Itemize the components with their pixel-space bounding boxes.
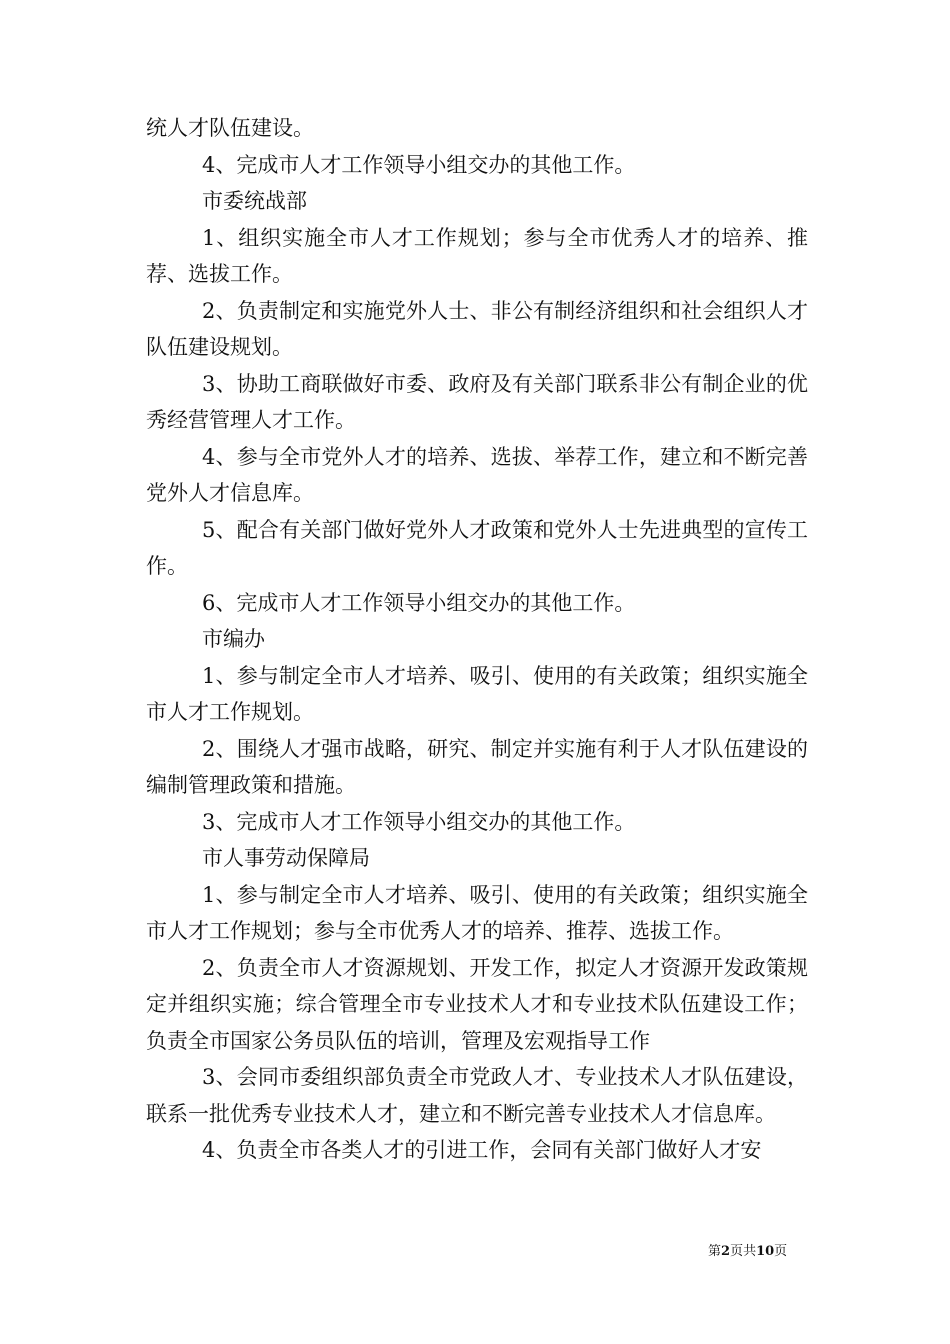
paragraph: 1、参与制定全市人才培养、吸引、使用的有关政策；组织实施全市人才工作规划；参与全市优秀人才的培养、推荐、选拔工作。 [146,882,808,943]
paragraph: 4、负责全市各类人才的引进工作，会同有关部门做好人才安 [202,1138,762,1162]
paragraph: 3、完成市人才工作领导小组交办的其他工作。 [202,809,636,834]
section-heading: 市编办 [202,627,265,651]
paragraph: 6、完成市人才工作领导小组交办的其他工作。 [202,590,636,615]
footer-prefix: 第 [708,1244,722,1259]
footer-suffix: 页 [774,1244,788,1259]
paragraph: 2、负责全市人才资源规划、开发工作，拟定人才资源开发政策规定并组织实施；综合管理全市专业技术人才和专业技术队伍建设工作；负责全市国家公务员队伍的培训，管理及宏观指导工作 [146,955,808,1053]
paragraph: 2、围绕人才强市战略，研究、制定并实施有利于人才队伍建设的编制管理政策和措施。 [146,736,808,797]
paragraph: 4、完成市人才工作领导小组交办的其他工作。 [202,152,636,177]
paragraph: 统人才队伍建设。 [146,116,314,140]
total-pages-number: 10 [756,1244,775,1259]
paragraph: 3、协助工商联做好市委、政府及有关部门联系非公有制企业的优秀经营管理人才工作。 [146,371,808,432]
paragraph: 1、参与制定全市人才培养、吸引、使用的有关政策；组织实施全市人才工作规划。 [146,663,808,724]
document-body [146,110,808,1169]
section-heading: 市人事劳动保障局 [202,846,370,870]
paragraph: 5、配合有关部门做好党外人才政策和党外人士先进典型的宣传工作。 [146,517,808,578]
paragraph: 4、参与全市党外人才的培养、选拔、举荐工作，建立和不断完善党外人才信息库。 [146,444,808,505]
paragraph: 3、会同市委组织部负责全市党政人才、专业技术人才队伍建设，联系一批优秀专业技术人才，建立和不断完善专业技术人才信息库。 [146,1065,808,1126]
paragraph: 2、负责制定和实施党外人士、非公有制经济组织和社会组织人才队伍建设规划。 [146,298,808,359]
page-footer [708,1244,818,1260]
footer-middle: 页共 [730,1244,757,1259]
paragraph: 1、组织实施全市人才工作规划；参与全市优秀人才的培养、推荐、选拔工作。 [146,225,808,286]
section-heading: 市委统战部 [202,189,307,213]
current-page-number: 2 [721,1244,731,1259]
